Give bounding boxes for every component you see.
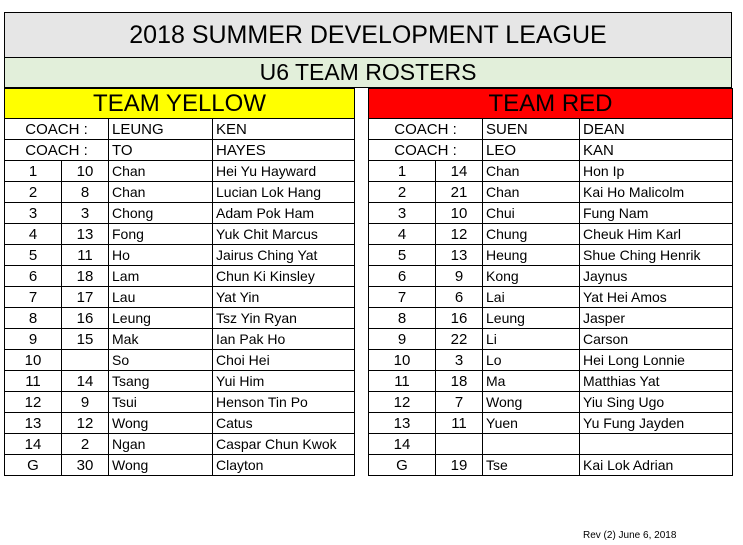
jersey-number: 7: [436, 392, 483, 413]
player-surname: Wong: [109, 455, 213, 476]
player-row: [5, 455, 733, 476]
jersey-number: 8: [62, 182, 109, 203]
player-number: 7: [5, 287, 62, 308]
jersey-number: 9: [62, 392, 109, 413]
player-surname: Wong: [483, 392, 580, 413]
player-number: 13: [5, 413, 62, 434]
player-number: 8: [5, 308, 62, 329]
player-surname: Tsang: [109, 371, 213, 392]
player-number: 3: [369, 203, 436, 224]
coach-surname: LEUNG: [109, 119, 213, 140]
column-gap: [355, 329, 369, 350]
player-given-name: Choi Hei: [213, 350, 355, 371]
player-number: 6: [5, 266, 62, 287]
column-gap: [355, 308, 369, 329]
player-given-name: Jaynus: [580, 266, 733, 287]
jersey-number: 18: [436, 371, 483, 392]
coach-label: COACH :: [369, 119, 483, 140]
player-surname: Leung: [483, 308, 580, 329]
player-given-name: Jairus Ching Yat: [213, 245, 355, 266]
player-surname: Ngan: [109, 434, 213, 455]
player-given-name: Shue Ching Henrik: [580, 245, 733, 266]
player-given-name: Caspar Chun Kwok: [213, 434, 355, 455]
coach-surname: TO: [109, 140, 213, 161]
player-given-name: Clayton: [213, 455, 355, 476]
player-given-name: [580, 434, 733, 455]
player-given-name: Jasper: [580, 308, 733, 329]
jersey-number: 3: [62, 203, 109, 224]
player-row: [5, 266, 733, 287]
player-given-name: Yiu Sing Ugo: [580, 392, 733, 413]
jersey-number: 21: [436, 182, 483, 203]
coach-row: [5, 119, 733, 140]
column-gap: [355, 89, 369, 119]
revision-note: Rev (2) June 6, 2018: [583, 530, 677, 541]
coach-surname: LEO: [483, 140, 580, 161]
player-surname: Ma: [483, 371, 580, 392]
player-row: [5, 182, 733, 203]
player-given-name: Kai Ho Malicolm: [580, 182, 733, 203]
player-surname: Chung: [483, 224, 580, 245]
player-surname: Fong: [109, 224, 213, 245]
player-given-name: Hei Yu Hayward: [213, 161, 355, 182]
coach-label: COACH :: [5, 140, 109, 161]
player-given-name: Tsz Yin Ryan: [213, 308, 355, 329]
coach-label: COACH :: [5, 119, 109, 140]
player-given-name: Adam Pok Ham: [213, 203, 355, 224]
column-gap: [355, 140, 369, 161]
player-number: 12: [5, 392, 62, 413]
player-surname: Lau: [109, 287, 213, 308]
player-row: [5, 329, 733, 350]
player-number: 5: [5, 245, 62, 266]
player-surname: [483, 434, 580, 455]
player-number: 4: [5, 224, 62, 245]
player-number: 4: [369, 224, 436, 245]
column-gap: [355, 182, 369, 203]
player-row: [5, 245, 733, 266]
player-surname: Lo: [483, 350, 580, 371]
jersey-number: 12: [436, 224, 483, 245]
player-given-name: Yu Fung Jayden: [580, 413, 733, 434]
player-given-name: Hei Long Lonnie: [580, 350, 733, 371]
player-surname: Kong: [483, 266, 580, 287]
player-number: 11: [5, 371, 62, 392]
player-surname: Heung: [483, 245, 580, 266]
column-gap: [355, 266, 369, 287]
player-surname: Leung: [109, 308, 213, 329]
coach-label: COACH :: [369, 140, 483, 161]
column-gap: [355, 413, 369, 434]
player-number: 13: [369, 413, 436, 434]
column-gap: [355, 203, 369, 224]
player-surname: Chan: [483, 182, 580, 203]
player-given-name: Kai Lok Adrian: [580, 455, 733, 476]
column-gap: [355, 455, 369, 476]
jersey-number: 16: [436, 308, 483, 329]
jersey-number: 14: [62, 371, 109, 392]
player-row: [5, 203, 733, 224]
jersey-number: 6: [436, 287, 483, 308]
player-given-name: Cheuk Him Karl: [580, 224, 733, 245]
coach-given-name: KAN: [580, 140, 733, 161]
jersey-number: 22: [436, 329, 483, 350]
jersey-number: 9: [436, 266, 483, 287]
column-gap: [355, 161, 369, 182]
coach-given-name: HAYES: [213, 140, 355, 161]
coach-given-name: DEAN: [580, 119, 733, 140]
jersey-number: 19: [436, 455, 483, 476]
player-row: [5, 308, 733, 329]
player-given-name: Hon Ip: [580, 161, 733, 182]
jersey-number: 10: [436, 203, 483, 224]
jersey-number: 30: [62, 455, 109, 476]
player-given-name: Yat Yin: [213, 287, 355, 308]
column-gap: [355, 224, 369, 245]
player-number: 10: [5, 350, 62, 371]
jersey-number: 10: [62, 161, 109, 182]
team-header-row: [5, 89, 733, 119]
player-number: 5: [369, 245, 436, 266]
coach-given-name: KEN: [213, 119, 355, 140]
player-number: 8: [369, 308, 436, 329]
jersey-number: 15: [62, 329, 109, 350]
player-row: [5, 413, 733, 434]
player-row: [5, 434, 733, 455]
player-surname: Chan: [109, 161, 213, 182]
coach-row: [5, 140, 733, 161]
roster-subtitle: U6 TEAM ROSTERS: [4, 58, 732, 88]
league-title: 2018 SUMMER DEVELOPMENT LEAGUE: [4, 12, 732, 58]
column-gap: [355, 434, 369, 455]
player-given-name: Lucian Lok Hang: [213, 182, 355, 203]
player-surname: Chong: [109, 203, 213, 224]
column-gap: [355, 350, 369, 371]
player-row: [5, 161, 733, 182]
team-red-header: TEAM RED: [369, 89, 733, 119]
player-surname: So: [109, 350, 213, 371]
player-number: 12: [369, 392, 436, 413]
jersey-number: 13: [62, 224, 109, 245]
player-given-name: Henson Tin Po: [213, 392, 355, 413]
player-surname: Li: [483, 329, 580, 350]
jersey-number: 13: [436, 245, 483, 266]
player-given-name: Matthias Yat: [580, 371, 733, 392]
roster-table: [4, 88, 733, 476]
player-number: 2: [5, 182, 62, 203]
player-given-name: Chun Ki Kinsley: [213, 266, 355, 287]
jersey-number: [436, 434, 483, 455]
player-surname: Yuen: [483, 413, 580, 434]
player-row: [5, 287, 733, 308]
player-row: [5, 350, 733, 371]
player-number: 14: [369, 434, 436, 455]
column-gap: [355, 245, 369, 266]
roster-body: [5, 89, 733, 476]
player-surname: Ho: [109, 245, 213, 266]
player-surname: Lam: [109, 266, 213, 287]
player-surname: Wong: [109, 413, 213, 434]
player-surname: Chan: [483, 161, 580, 182]
player-row: [5, 224, 733, 245]
player-surname: Chui: [483, 203, 580, 224]
player-given-name: Carson: [580, 329, 733, 350]
column-gap: [355, 287, 369, 308]
player-number: 7: [369, 287, 436, 308]
roster-sheet: [4, 12, 732, 476]
jersey-number: 2: [62, 434, 109, 455]
player-surname: Tsui: [109, 392, 213, 413]
player-row: [5, 392, 733, 413]
team-yellow-header: TEAM YELLOW: [5, 89, 355, 119]
jersey-number: 12: [62, 413, 109, 434]
player-given-name: Yui Him: [213, 371, 355, 392]
player-given-name: Catus: [213, 413, 355, 434]
column-gap: [355, 392, 369, 413]
player-given-name: Ian Pak Ho: [213, 329, 355, 350]
player-row: [5, 371, 733, 392]
player-given-name: Fung Nam: [580, 203, 733, 224]
player-number: 6: [369, 266, 436, 287]
player-number: 11: [369, 371, 436, 392]
column-gap: [355, 119, 369, 140]
player-number: 14: [5, 434, 62, 455]
player-surname: Mak: [109, 329, 213, 350]
jersey-number: [62, 350, 109, 371]
jersey-number: 16: [62, 308, 109, 329]
player-number: 10: [369, 350, 436, 371]
player-number: G: [5, 455, 62, 476]
player-number: 1: [5, 161, 62, 182]
player-given-name: Yat Hei Amos: [580, 287, 733, 308]
jersey-number: 14: [436, 161, 483, 182]
coach-surname: SUEN: [483, 119, 580, 140]
player-number: 1: [369, 161, 436, 182]
player-number: G: [369, 455, 436, 476]
player-given-name: Yuk Chit Marcus: [213, 224, 355, 245]
player-number: 9: [369, 329, 436, 350]
jersey-number: 18: [62, 266, 109, 287]
jersey-number: 11: [62, 245, 109, 266]
player-number: 2: [369, 182, 436, 203]
player-surname: Chan: [109, 182, 213, 203]
player-number: 3: [5, 203, 62, 224]
jersey-number: 17: [62, 287, 109, 308]
jersey-number: 3: [436, 350, 483, 371]
column-gap: [355, 371, 369, 392]
player-surname: Tse: [483, 455, 580, 476]
player-number: 9: [5, 329, 62, 350]
jersey-number: 11: [436, 413, 483, 434]
player-surname: Lai: [483, 287, 580, 308]
